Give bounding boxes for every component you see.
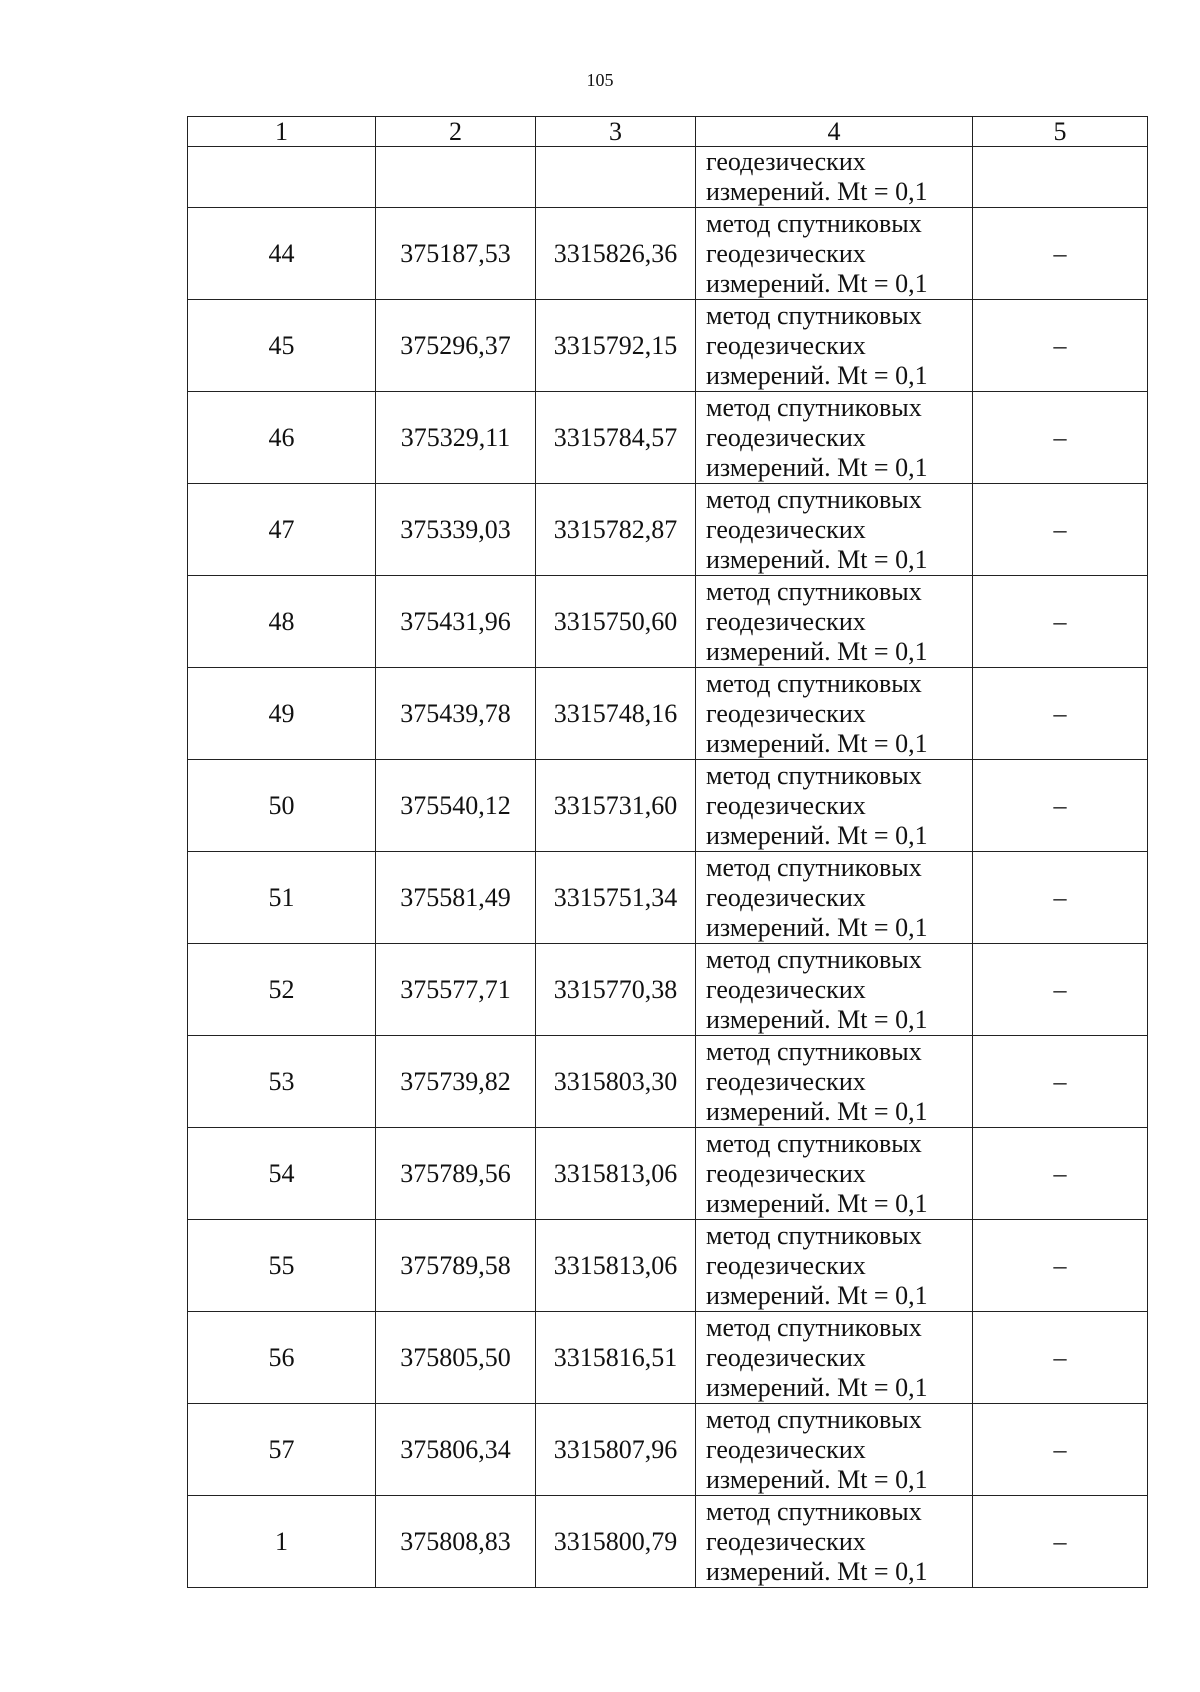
method-line: метод спутниковых xyxy=(706,944,922,974)
method-line: метод спутниковых xyxy=(706,760,922,790)
table-row xyxy=(188,208,1148,300)
method-line: геодезических xyxy=(706,1434,866,1464)
method-line: метод спутниковых xyxy=(706,1312,922,1342)
method-line: измерений. Mt = 0,1 xyxy=(706,1372,928,1402)
cell-y: 3315731,60 xyxy=(536,760,696,852)
method-line: измерений. Mt = 0,1 xyxy=(706,912,928,942)
cell-note: – xyxy=(973,1404,1148,1496)
column-header-2: 2 xyxy=(376,117,536,147)
table-row xyxy=(188,392,1148,484)
method-line: измерений. Mt = 0,1 xyxy=(706,820,928,850)
cell-x: 375806,34 xyxy=(376,1404,536,1496)
table-row xyxy=(188,1312,1148,1404)
method-line: измерений. Mt = 0,1 xyxy=(706,1556,928,1586)
cell-y: 3315750,60 xyxy=(536,576,696,668)
method-line: измерений. Mt = 0,1 xyxy=(706,268,928,298)
cell-point: 51 xyxy=(188,852,376,944)
cell-y xyxy=(536,147,696,208)
table-row xyxy=(188,1404,1148,1496)
table-row xyxy=(188,668,1148,760)
method-line: геодезических xyxy=(706,1342,866,1372)
table-row xyxy=(188,944,1148,1036)
cell-note: – xyxy=(973,1128,1148,1220)
cell-method xyxy=(696,1404,973,1496)
table-header xyxy=(188,117,1148,147)
cell-y: 3315784,57 xyxy=(536,392,696,484)
cell-point: 49 xyxy=(188,668,376,760)
cell-x: 375296,37 xyxy=(376,300,536,392)
cell-note: – xyxy=(973,208,1148,300)
cell-x: 375789,56 xyxy=(376,1128,536,1220)
table-body xyxy=(188,147,1148,1588)
cell-method xyxy=(696,576,973,668)
cell-point: 47 xyxy=(188,484,376,576)
cell-y: 3315792,15 xyxy=(536,300,696,392)
method-line: геодезических xyxy=(706,330,866,360)
cell-x xyxy=(376,147,536,208)
cell-x: 375789,58 xyxy=(376,1220,536,1312)
cell-note: – xyxy=(973,300,1148,392)
column-header-4: 4 xyxy=(696,117,973,147)
column-header-3: 3 xyxy=(536,117,696,147)
page-number: 105 xyxy=(586,70,614,90)
cell-note: – xyxy=(973,576,1148,668)
table-row xyxy=(188,1496,1148,1588)
method-line: геодезических xyxy=(706,790,866,820)
table-row xyxy=(188,1220,1148,1312)
cell-x: 375339,03 xyxy=(376,484,536,576)
method-line: метод спутниковых xyxy=(706,392,922,422)
method-line: геодезических xyxy=(706,514,866,544)
cell-note: – xyxy=(973,852,1148,944)
method-line: измерений. Mt = 0,1 xyxy=(706,452,928,482)
cell-note: – xyxy=(973,944,1148,1036)
method-line: измерений. Mt = 0,1 xyxy=(706,1004,928,1034)
method-line: метод спутниковых xyxy=(706,300,922,330)
cell-note: – xyxy=(973,1220,1148,1312)
cell-note xyxy=(973,147,1148,208)
method-line: геодезических xyxy=(706,238,866,268)
method-line: геодезических xyxy=(706,422,866,452)
method-line: геодезических xyxy=(706,606,866,636)
method-line: метод спутниковых xyxy=(706,484,922,514)
method-line: измерений. Mt = 0,1 xyxy=(706,360,928,390)
method-line: метод спутниковых xyxy=(706,668,922,698)
method-line: геодезических xyxy=(706,698,866,728)
table-row xyxy=(188,1128,1148,1220)
cell-point: 44 xyxy=(188,208,376,300)
cell-method xyxy=(696,300,973,392)
cell-point: 50 xyxy=(188,760,376,852)
cell-y: 3315803,30 xyxy=(536,1036,696,1128)
method-line: измерений. Mt = 0,1 xyxy=(706,728,928,758)
table-row xyxy=(188,1036,1148,1128)
cell-note: – xyxy=(973,668,1148,760)
cell-x: 375329,11 xyxy=(376,392,536,484)
cell-x: 375439,78 xyxy=(376,668,536,760)
cell-note: – xyxy=(973,1312,1148,1404)
cell-point xyxy=(188,147,376,208)
cell-method xyxy=(696,392,973,484)
cell-x: 375808,83 xyxy=(376,1496,536,1588)
cell-method xyxy=(696,1220,973,1312)
cell-y: 3315770,38 xyxy=(536,944,696,1036)
cell-x: 375739,82 xyxy=(376,1036,536,1128)
cell-x: 375187,53 xyxy=(376,208,536,300)
cell-y: 3315826,36 xyxy=(536,208,696,300)
method-line: геодезических xyxy=(706,1250,866,1280)
cell-method xyxy=(696,944,973,1036)
cell-y: 3315751,34 xyxy=(536,852,696,944)
cell-point: 52 xyxy=(188,944,376,1036)
cell-point: 54 xyxy=(188,1128,376,1220)
method-line: метод спутниковых xyxy=(706,1036,922,1066)
cell-y: 3315748,16 xyxy=(536,668,696,760)
cell-y: 3315813,06 xyxy=(536,1220,696,1312)
cell-x: 375581,49 xyxy=(376,852,536,944)
cell-method xyxy=(696,147,973,208)
table-row xyxy=(188,300,1148,392)
method-line: измерений. Mt = 0,1 xyxy=(706,1464,928,1494)
cell-method xyxy=(696,484,973,576)
cell-point: 53 xyxy=(188,1036,376,1128)
method-line: геодезических xyxy=(706,1158,866,1188)
cell-method xyxy=(696,208,973,300)
cell-method xyxy=(696,1312,973,1404)
method-line: геодезических xyxy=(706,1526,866,1556)
cell-point: 1 xyxy=(188,1496,376,1588)
column-header-1: 1 xyxy=(188,117,376,147)
table-row-continued xyxy=(188,147,1148,208)
method-line: геодезических xyxy=(706,147,866,176)
method-line: метод спутниковых xyxy=(706,576,922,606)
cell-y: 3315816,51 xyxy=(536,1312,696,1404)
method-line: метод спутниковых xyxy=(706,208,922,238)
cell-y: 3315813,06 xyxy=(536,1128,696,1220)
method-line: измерений. Mt = 0,1 xyxy=(706,1280,928,1310)
coordinates-table xyxy=(187,116,1148,1588)
method-line: геодезических xyxy=(706,882,866,912)
cell-point: 48 xyxy=(188,576,376,668)
cell-point: 45 xyxy=(188,300,376,392)
cell-method xyxy=(696,1496,973,1588)
cell-method xyxy=(696,760,973,852)
cell-x: 375577,71 xyxy=(376,944,536,1036)
cell-method xyxy=(696,852,973,944)
table-row xyxy=(188,576,1148,668)
method-line: измерений. Mt = 0,1 xyxy=(706,544,928,574)
method-line: метод спутниковых xyxy=(706,1496,922,1526)
method-line: геодезических xyxy=(706,1066,866,1096)
cell-note: – xyxy=(973,392,1148,484)
method-line: измерений. Mt = 0,1 xyxy=(706,1096,928,1126)
method-line: измерений. Mt = 0,1 xyxy=(706,1188,928,1218)
table-row xyxy=(188,760,1148,852)
header-row xyxy=(188,117,1148,147)
method-line: метод спутниковых xyxy=(706,852,922,882)
method-line: геодезических xyxy=(706,974,866,1004)
cell-y: 3315800,79 xyxy=(536,1496,696,1588)
method-line: метод спутниковых xyxy=(706,1220,922,1250)
cell-method xyxy=(696,1036,973,1128)
method-line: метод спутниковых xyxy=(706,1128,922,1158)
method-line: метод спутниковых xyxy=(706,1404,922,1434)
cell-point: 46 xyxy=(188,392,376,484)
cell-point: 55 xyxy=(188,1220,376,1312)
table-row xyxy=(188,852,1148,944)
cell-note: – xyxy=(973,1036,1148,1128)
column-header-5: 5 xyxy=(973,117,1148,147)
cell-note: – xyxy=(973,1496,1148,1588)
cell-y: 3315782,87 xyxy=(536,484,696,576)
cell-note: – xyxy=(973,484,1148,576)
method-line: измерений. Mt = 0,1 xyxy=(706,636,928,666)
cell-point: 56 xyxy=(188,1312,376,1404)
cell-note: – xyxy=(973,760,1148,852)
cell-point: 57 xyxy=(188,1404,376,1496)
cell-x: 375431,96 xyxy=(376,576,536,668)
cell-method xyxy=(696,1128,973,1220)
cell-method xyxy=(696,668,973,760)
cell-x: 375540,12 xyxy=(376,760,536,852)
cell-y: 3315807,96 xyxy=(536,1404,696,1496)
method-line: измерений. Mt = 0,1 xyxy=(706,177,928,206)
table-row xyxy=(188,484,1148,576)
cell-x: 375805,50 xyxy=(376,1312,536,1404)
